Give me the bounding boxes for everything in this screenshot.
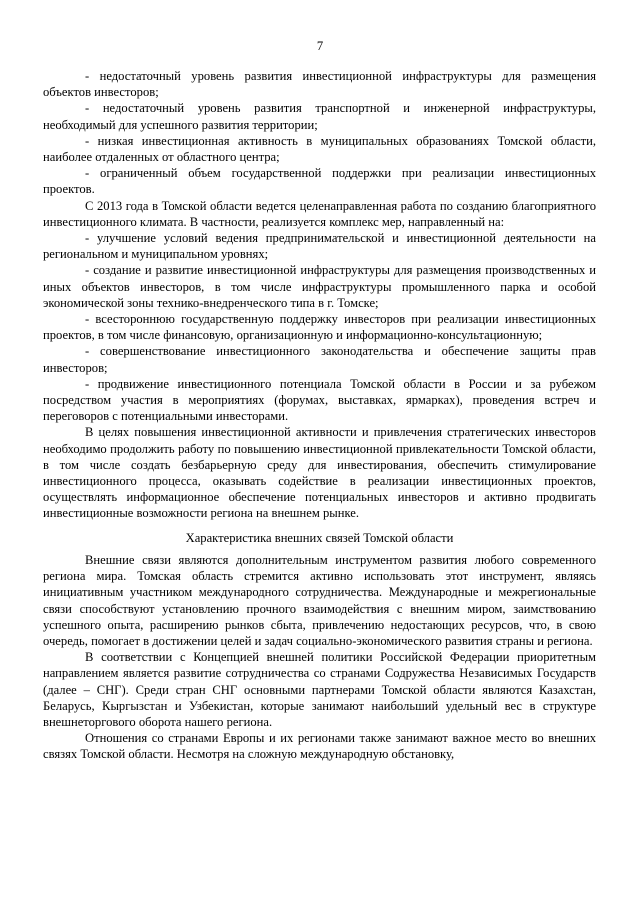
document-body [43, 68, 596, 763]
paragraph: В соответствии с Концепцией внешней политики Российской Федерации приоритетным направлением является развитие сотрудничества со странами Содружества Независимых Государств (далее – СНГ). Среди стран СНГ основными партнерами Томской области являются Казахстан, Беларусь, Кыргызстан и Узбекистан, которые занимают наибольший удельный вес в структуре внешнеторгового оборота нашего региона. [43, 650, 596, 729]
paragraph: - создание и развитие инвестиционной инфраструктуры для размещения производственных и иных объектов инвесторов, в том числе инфраструктуры промышленного парка и особой экономической зоны технико-внедренческого типа в г. Томске; [43, 263, 596, 310]
paragraph: - недостаточный уровень развития транспортной и инженерной инфраструктуры, необходимый для успешного развития территории; [43, 101, 596, 132]
paragraph: - низкая инвестиционная активность в муниципальных образованиях Томской области, наиболее отдаленных от областного центра; [43, 133, 596, 165]
paragraph: - ограниченный объем государственной поддержки при реализации инвестиционных проектов. [43, 166, 596, 197]
paragraph: С 2013 года в Томской области ведется целенаправленная работа по созданию благоприятного инвестиционного климата. В частности, реализуется комплекс мер, направленный на: [43, 198, 596, 229]
paragraph: - совершенствование инвестиционного законодательства и обеспечение защиты прав инвесторов; [43, 344, 596, 375]
page-number: 7 [316, 39, 324, 53]
section-heading: Характеристика внешних связей Томской области [185, 530, 454, 545]
paragraph: Отношения со странами Европы и их регионами также занимают важное место во внешних связях Томской области. Несмотря на сложную международную обстановку, [43, 731, 596, 762]
paragraph: - продвижение инвестиционного потенциала Томской области в России и за рубежом посредством участия в мероприятиях (форумах, выставках, ярмарках), проведения встреч и переговоров с потенциальными инвесторами. [43, 376, 596, 424]
paragraph: - недостаточный уровень развития инвестиционной инфраструктуры для размещения объектов инвесторов; [43, 69, 596, 100]
paragraph: В целях повышения инвестиционной активности и привлечения стратегических инвесторов необходимо продолжить работу по повышению инвестиционной привлекательности Томской области, в том числе создать безбарьерную среду для инвестирования, обеспечить стимулирование инвестиционного процесса, оказывать содействие в реализации инвестиционных проектов, осуществлять информационное обеспечение потенциальных инвесторов и активно продвигать инвестиционные возможности региона на внешнем рынке. [43, 425, 596, 521]
paragraph: - всестороннюю государственную поддержку инвесторов при реализации инвестиционных проектов, в том числе финансовую, организационную и информационно-консультационную; [43, 312, 596, 343]
paragraph: Внешние связи являются дополнительным инструментом развития любого современного региона мира. Томская область стремится активно использовать этот инструмент, являясь инициативным участником международного сотрудничества. Международные и межрегиональные связи способствуют установлению прочного взаимодействия с внешним миром, заимствованию успешного опыта, расширению рынков сбыта, привлечению недостающих ресурсов, что, в свою очередь, помогает в достижении целей и задач социально-экономического развития страны и региона. [43, 552, 596, 648]
paragraph: - улучшение условий ведения предпринимательской и инвестиционной деятельности на региональном и муниципальном уровнях; [43, 231, 596, 262]
